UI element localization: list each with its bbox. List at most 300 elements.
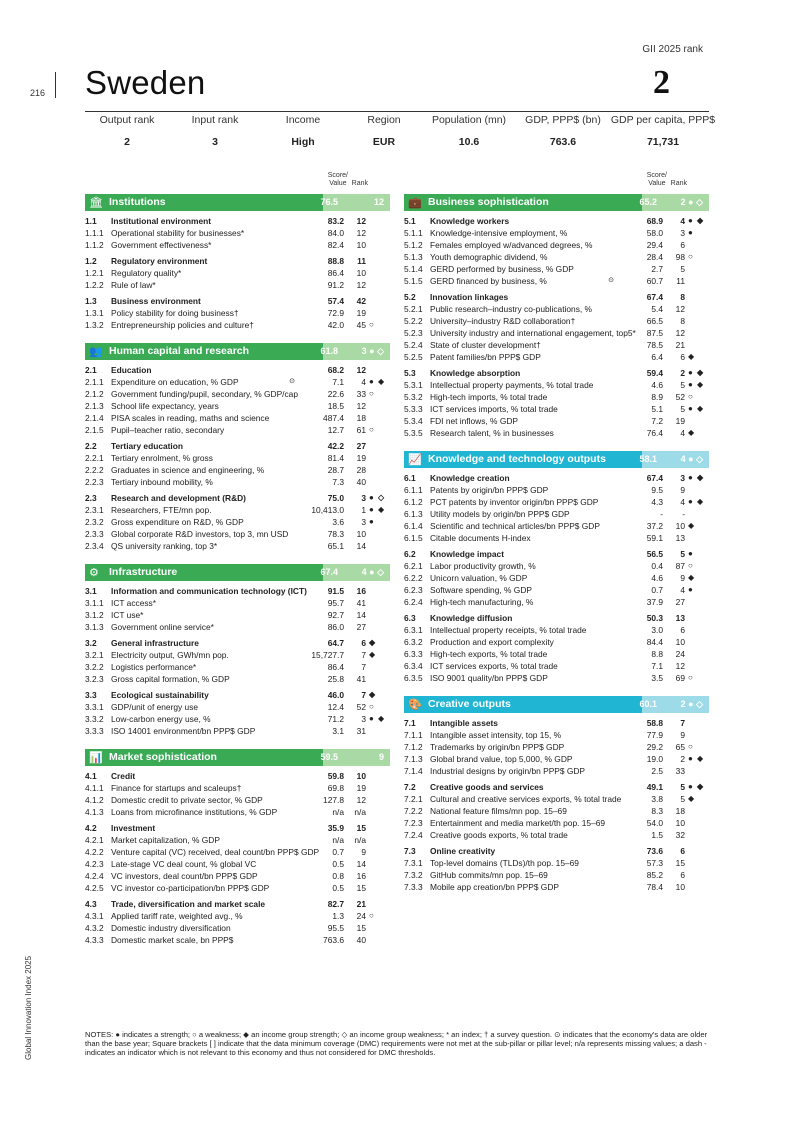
row-code: 6.1.1 — [404, 485, 423, 495]
row-score: 3.0 — [651, 625, 663, 635]
row-label: Venture capital (VC) received, deal count/bn PPP$ GDP — [111, 847, 320, 857]
institution-icon: 🏛 — [89, 197, 103, 209]
row-code: 7.1.1 — [404, 730, 423, 740]
row-rank: 7 — [680, 718, 685, 728]
row-score: 7.3 — [332, 477, 344, 487]
row-rank: 21 — [356, 899, 366, 909]
subpillar-row — [404, 845, 709, 857]
row-rank: 2 — [680, 368, 685, 378]
row-label: School life expectancy, years — [111, 401, 219, 411]
row-label: GitHub commits/mn pop. 15–69 — [430, 870, 548, 880]
indicator-row — [404, 415, 709, 427]
row-score: 88.8 — [327, 256, 344, 266]
subpillar-row — [85, 585, 390, 597]
row-rank: 31 — [356, 726, 366, 736]
row-label: Labor productivity growth, % — [430, 561, 536, 571]
indicator-row — [404, 520, 709, 532]
row-code: 5.1.1 — [404, 228, 423, 238]
strength-marks: ● ◆ — [688, 782, 705, 791]
row-score: 6.4 — [651, 352, 663, 362]
left-rows — [85, 194, 390, 946]
row-score: 83.2 — [327, 216, 344, 226]
row-code: 5.3.4 — [404, 416, 423, 426]
header-rule — [85, 111, 709, 112]
row-code: 6.2.1 — [404, 561, 423, 571]
row-label: Tertiary education — [111, 441, 183, 451]
row-code: 2.1.1 — [85, 377, 104, 387]
pillar-marks: ● ◇ — [369, 346, 384, 356]
row-code: 6.3.4 — [404, 661, 423, 671]
row-score: 15,727.7 — [311, 650, 344, 660]
row-label: Utility models by origin/bn PPP$ GDP — [430, 509, 570, 519]
row-label: Research and development (R&D) — [111, 493, 246, 503]
row-label: ICT use* — [111, 610, 144, 620]
indicator-row — [85, 858, 390, 870]
row-rank: 98 — [675, 252, 685, 262]
section-gap — [85, 737, 390, 747]
row-code: 4.1 — [85, 771, 97, 781]
row-score: 0.8 — [332, 871, 344, 881]
indicator-row — [85, 319, 390, 331]
row-score: 19.0 — [646, 754, 663, 764]
row-label: Information and communication technology (ICT) — [111, 586, 307, 596]
row-score: 8.9 — [651, 392, 663, 402]
row-rank: 4 — [680, 497, 685, 507]
footnotes: NOTES: ● indicates a strength; ○ a weakness; ◆ an income group strength; ◇ an income group weakness; * an index; † a survey question. ⊙ indicates that the economy's data are older than the base year; Square brackets [ ] indicate that the data minimum coverage (DMC) requirements were not met at the sub-pillar or pillar level; n/a represents missing values; a dash - indicates an indicator which is not relevant to this economy and thus not considered for DMC thresholds. — [85, 1030, 708, 1058]
indicator-row — [404, 660, 709, 672]
indicator-row — [85, 540, 390, 552]
row-rank: 40 — [356, 935, 366, 945]
row-label: Top-level domains (TLDs)/th pop. 15–69 — [430, 858, 579, 868]
row-code: 5.2.1 — [404, 304, 423, 314]
row-code: 5.3.5 — [404, 428, 423, 438]
row-code: 2.3.3 — [85, 529, 104, 539]
row-rank: 12 — [675, 328, 685, 338]
indicator-row — [404, 648, 709, 660]
row-score: 4.6 — [651, 380, 663, 390]
indicator-row — [85, 713, 390, 725]
row-label: ICT services exports, % total trade — [430, 661, 558, 671]
indicator-row — [404, 239, 709, 251]
row-score: 60.7 — [646, 276, 663, 286]
subpillar-row — [85, 440, 390, 452]
row-score: 54.0 — [646, 818, 663, 828]
row-score: 67.4 — [646, 292, 663, 302]
row-code: 6.1.5 — [404, 533, 423, 543]
row-score: 86.4 — [327, 268, 344, 278]
row-code: 6.3.1 — [404, 625, 423, 635]
indicator-row — [404, 379, 709, 391]
indicator-row — [85, 388, 390, 400]
pillar-score: 59.5 — [320, 752, 338, 762]
row-code: 7.3.3 — [404, 882, 423, 892]
row-code: 1.3.1 — [85, 308, 104, 318]
row-label: Domestic market scale, bn PPP$ — [111, 935, 234, 945]
row-rank: 27 — [356, 622, 366, 632]
indicator-row — [404, 869, 709, 881]
page-number: 216 — [30, 88, 46, 98]
row-label: Scientific and technical articles/bn PPP$ GDP — [430, 521, 600, 531]
row-rank: 15 — [356, 823, 366, 833]
row-score: 58.8 — [646, 718, 663, 728]
row-score: 9.5 — [651, 485, 663, 495]
indicator-row — [85, 476, 390, 488]
row-label: Intellectual property receipts, % total trade — [430, 625, 587, 635]
row-score: 5.4 — [651, 304, 663, 314]
row-code: 7.2.4 — [404, 830, 423, 840]
pillar-header — [85, 749, 390, 766]
row-code: 3.3.1 — [85, 702, 104, 712]
pillar-header — [85, 194, 390, 211]
row-label: Late-stage VC deal count, % global VC — [111, 859, 257, 869]
row-code: 6.1.4 — [404, 521, 423, 531]
stat-income: Income High — [285, 114, 321, 148]
row-score: 84.4 — [646, 637, 663, 647]
row-code: 3.1.2 — [85, 610, 104, 620]
row-code: 3.2.2 — [85, 662, 104, 672]
row-score: 64.7 — [327, 638, 344, 648]
row-code: 1.2.2 — [85, 280, 104, 290]
row-label: High-tech manufacturing, % — [430, 597, 534, 607]
indicator-row — [85, 725, 390, 737]
subpillar-row — [404, 367, 709, 379]
indicator-row — [404, 560, 709, 572]
row-rank: 3 — [361, 517, 366, 527]
row-code: 6.3 — [404, 613, 416, 623]
stat-output-rank: Output rank 2 — [99, 114, 155, 148]
row-label: Trade, diversification and market scale — [111, 899, 266, 909]
row-code: 4.2.3 — [85, 859, 104, 869]
row-score: 78.4 — [646, 882, 663, 892]
row-code: 5.1 — [404, 216, 416, 226]
indicator-row — [404, 351, 709, 363]
row-score: 0.7 — [651, 585, 663, 595]
row-rank: 5 — [680, 549, 685, 559]
row-label: Global corporate R&D investors, top 3, mn USD — [111, 529, 289, 539]
row-rank: 8 — [680, 316, 685, 326]
row-rank: 18 — [356, 413, 366, 423]
row-rank: 33 — [356, 389, 366, 399]
row-score: 86.4 — [327, 662, 344, 672]
row-rank: 6 — [680, 846, 685, 856]
row-code: 4.2.2 — [85, 847, 104, 857]
row-rank: 65 — [675, 742, 685, 752]
indicator-row — [85, 267, 390, 279]
strength-marks: ○ — [369, 911, 375, 920]
row-score: 29.4 — [646, 240, 663, 250]
row-score: 66.5 — [646, 316, 663, 326]
row-rank: n/a — [354, 807, 366, 817]
subpillar-row — [404, 717, 709, 729]
row-rank: 16 — [356, 586, 366, 596]
row-code: 6.1.3 — [404, 509, 423, 519]
row-code: 4.1.2 — [85, 795, 104, 805]
row-rank: 24 — [675, 649, 685, 659]
row-label: GERD performed by business, % GDP — [430, 264, 574, 274]
pillar-marks: ● ◇ — [688, 197, 703, 207]
column-header — [85, 172, 390, 192]
row-code: 4.1.1 — [85, 783, 104, 793]
row-label: Mobile app creation/bn PPP$ GDP — [430, 882, 559, 892]
row-score: 68.9 — [646, 216, 663, 226]
row-rank: 6 — [680, 352, 685, 362]
older-data-icon: ⊙ — [608, 277, 614, 284]
row-label: Knowledge absorption — [430, 368, 521, 378]
strength-marks: ● ◆ — [688, 754, 705, 763]
row-rank: 15 — [356, 923, 366, 933]
row-rank: 45 — [356, 320, 366, 330]
strength-marks: ● ◆ — [688, 497, 705, 506]
row-code: 5.3.1 — [404, 380, 423, 390]
stat-input-rank: Input rank 3 — [191, 114, 239, 148]
indicator-row — [85, 279, 390, 291]
row-score: 0.4 — [651, 561, 663, 571]
row-rank: 19 — [675, 416, 685, 426]
row-code: 2.2.2 — [85, 465, 104, 475]
strength-marks: ◆ — [688, 428, 696, 437]
row-rank: 4 — [680, 585, 685, 595]
row-code: 4.3.3 — [85, 935, 104, 945]
row-label: GERD financed by business, % — [430, 276, 547, 286]
row-rank: 13 — [675, 613, 685, 623]
pillar-name: Institutions — [109, 196, 166, 208]
row-score: 75.0 — [327, 493, 344, 503]
row-rank: 14 — [356, 610, 366, 620]
row-label: Innovation linkages — [430, 292, 509, 302]
row-label: ISO 9001 quality/bn PPP$ GDP — [430, 673, 548, 683]
row-code: 6.3.3 — [404, 649, 423, 659]
strength-marks: ● — [688, 549, 694, 558]
row-score: 91.2 — [327, 280, 344, 290]
pillar-rank: 12 — [373, 197, 384, 207]
row-label: Gross expenditure on R&D, % GDP — [111, 517, 244, 527]
row-rank: 28 — [356, 465, 366, 475]
pillar-rank: 2 ● ◇ — [680, 197, 703, 207]
row-score: 59.1 — [646, 533, 663, 543]
row-score: 763.6 — [323, 935, 344, 945]
indicator-row — [404, 508, 709, 520]
row-label: University industry and international engagement, top5* — [430, 328, 636, 338]
row-code: 1.1.2 — [85, 240, 104, 250]
row-score: 95.7 — [327, 598, 344, 608]
row-rank: 14 — [356, 859, 366, 869]
indicator-row — [404, 315, 709, 327]
row-label: Education — [111, 365, 152, 375]
row-rank: 7 — [361, 662, 366, 672]
row-label: University–industry R&D collaboration† — [430, 316, 576, 326]
row-label: Business environment — [111, 296, 201, 306]
row-rank: 15 — [675, 858, 685, 868]
row-code: 5.2.3 — [404, 328, 423, 338]
indicator-row — [404, 227, 709, 239]
pillar-rank: 9 — [378, 752, 384, 762]
row-code: 5.1.4 — [404, 264, 423, 274]
row-label: Low-carbon energy use, % — [111, 714, 211, 724]
row-code: 5.3.2 — [404, 392, 423, 402]
row-rank: 10 — [675, 521, 685, 531]
indicator-row — [85, 882, 390, 894]
row-code: 1.1 — [85, 216, 97, 226]
row-code: 7.2.1 — [404, 794, 423, 804]
row-rank: 12 — [356, 228, 366, 238]
row-label: General infrastructure — [111, 638, 199, 648]
pillar-marks: ● ◇ — [369, 567, 384, 577]
row-code: 5.1.5 — [404, 276, 423, 286]
indicator-row — [85, 870, 390, 882]
strength-marks: ● — [369, 517, 375, 526]
indicator-row — [85, 516, 390, 528]
indicator-row — [404, 765, 709, 777]
subpillar-row — [85, 255, 390, 267]
row-label: Knowledge workers — [430, 216, 510, 226]
row-rank: 7 — [361, 690, 366, 700]
indicator-row — [404, 327, 709, 339]
row-score: 57.3 — [646, 858, 663, 868]
gears-icon: ⚙ — [89, 567, 99, 579]
row-code: 2.2 — [85, 441, 97, 451]
row-label: Patents by origin/bn PPP$ GDP — [430, 485, 549, 495]
indicator-row — [85, 504, 390, 516]
row-code: 5.1.3 — [404, 252, 423, 262]
section-gap — [85, 331, 390, 341]
row-rank: 12 — [356, 365, 366, 375]
people-icon: 👥 — [89, 346, 103, 358]
row-label: VC investor co-participation/bn PPP$ GDP — [111, 883, 270, 893]
row-rank: 52 — [356, 702, 366, 712]
row-score: 87.5 — [646, 328, 663, 338]
row-label: Software spending, % GDP — [430, 585, 532, 595]
score-value-header: Score/ Value — [646, 172, 667, 187]
row-score: 49.1 — [646, 782, 663, 792]
row-code: 1.3.2 — [85, 320, 104, 330]
pillar-score: 67.4 — [320, 567, 338, 577]
row-label: Policy stability for doing business† — [111, 308, 239, 318]
row-score: 0.5 — [332, 883, 344, 893]
row-code: 2.1.2 — [85, 389, 104, 399]
row-label: Finance for startups and scaleups† — [111, 783, 242, 793]
row-rank: 33 — [675, 766, 685, 776]
gii-rank-label: GII 2025 rank — [642, 44, 703, 55]
strength-marks: ○ — [688, 673, 694, 682]
score-value-header: Score/ Value — [327, 172, 348, 187]
row-code: 4.1.3 — [85, 807, 104, 817]
subpillar-row — [404, 291, 709, 303]
row-label: Online creativity — [430, 846, 496, 856]
pillar-rank: 4 ● ◇ — [680, 454, 703, 464]
row-rank: 10 — [675, 882, 685, 892]
row-score: 0.5 — [332, 859, 344, 869]
indicator-row — [85, 661, 390, 673]
row-score: 18.5 — [327, 401, 344, 411]
strength-marks: ◆ — [688, 521, 696, 530]
row-label: High-tech imports, % total trade — [430, 392, 548, 402]
row-label: Tertiary inbound mobility, % — [111, 477, 213, 487]
row-rank: 87 — [675, 561, 685, 571]
row-rank: 12 — [356, 795, 366, 805]
row-label: Production and export complexity — [430, 637, 554, 647]
row-rank: 3 — [361, 714, 366, 724]
row-label: Patent families/bn PPP$ GDP — [430, 352, 541, 362]
indicator-row — [85, 673, 390, 685]
row-label: PCT patents by inventor origin/bn PPP$ GDP — [430, 497, 599, 507]
row-code: 2.2.3 — [85, 477, 104, 487]
row-code: 3.1.1 — [85, 598, 104, 608]
row-label: Knowledge impact — [430, 549, 504, 559]
subpillar-row — [85, 898, 390, 910]
pillar-rank: 2 ● ◇ — [680, 699, 703, 709]
row-label: National feature films/mn pop. 15–69 — [430, 806, 567, 816]
row-score: 56.5 — [646, 549, 663, 559]
row-score: 8.3 — [651, 806, 663, 816]
indicator-row — [404, 303, 709, 315]
row-score: 57.4 — [327, 296, 344, 306]
row-rank: 6 — [680, 625, 685, 635]
row-label: Females employed w/advanced degrees, % — [430, 240, 593, 250]
row-code: 4.3 — [85, 899, 97, 909]
stat-population: Population (mn) 10.6 — [431, 114, 507, 148]
row-code: 6.2.2 — [404, 573, 423, 583]
indicator-row — [404, 624, 709, 636]
row-rank: 12 — [356, 280, 366, 290]
row-rank: 32 — [675, 830, 685, 840]
pillar-score: 65.2 — [639, 197, 657, 207]
row-label: Rule of law* — [111, 280, 156, 290]
row-code: 5.3 — [404, 368, 416, 378]
row-rank: 10 — [675, 637, 685, 647]
pillar-header — [404, 696, 709, 713]
row-rank: 9 — [361, 847, 366, 857]
row-rank: 19 — [356, 308, 366, 318]
row-rank: 16 — [356, 871, 366, 881]
pillar-name: Knowledge and technology outputs — [428, 453, 606, 465]
indicator-row — [85, 452, 390, 464]
row-code: 7.3.2 — [404, 870, 423, 880]
row-score: 69.8 — [327, 783, 344, 793]
row-rank: 21 — [675, 340, 685, 350]
pillar-rank: 4 ● ◇ — [361, 567, 384, 577]
strength-marks: ○ — [688, 252, 694, 261]
row-label: Domestic credit to private sector, % GDP — [111, 795, 263, 805]
row-code: 2.1 — [85, 365, 97, 375]
row-label: QS university ranking, top 3* — [111, 541, 218, 551]
row-score: 7.2 — [651, 416, 663, 426]
row-score: 78.5 — [646, 340, 663, 350]
row-code: 6.1.2 — [404, 497, 423, 507]
row-score: 28.4 — [646, 252, 663, 262]
row-score: 92.7 — [327, 610, 344, 620]
row-rank: 41 — [356, 598, 366, 608]
row-label: Global brand value, top 5,000, % GDP — [430, 754, 573, 764]
row-label: PISA scales in reading, maths and science — [111, 413, 270, 423]
row-code: 2.3.1 — [85, 505, 104, 515]
row-score: 7.1 — [332, 377, 344, 387]
indicator-row — [404, 596, 709, 608]
column-header — [404, 172, 709, 192]
row-score: 5.1 — [651, 404, 663, 414]
indicator-row — [85, 609, 390, 621]
indicator-row — [404, 741, 709, 753]
row-label: Government online service* — [111, 622, 214, 632]
row-score: n/a — [332, 835, 344, 845]
pillar-name: Business sophistication — [428, 196, 549, 208]
strength-marks: ◆ — [688, 794, 696, 803]
row-rank: 61 — [356, 425, 366, 435]
strength-marks: ● ◆ — [688, 368, 705, 377]
indicator-row — [404, 857, 709, 869]
row-code: 2.3 — [85, 493, 97, 503]
subpillar-row — [404, 472, 709, 484]
row-label: Market capitalization, % GDP — [111, 835, 220, 845]
